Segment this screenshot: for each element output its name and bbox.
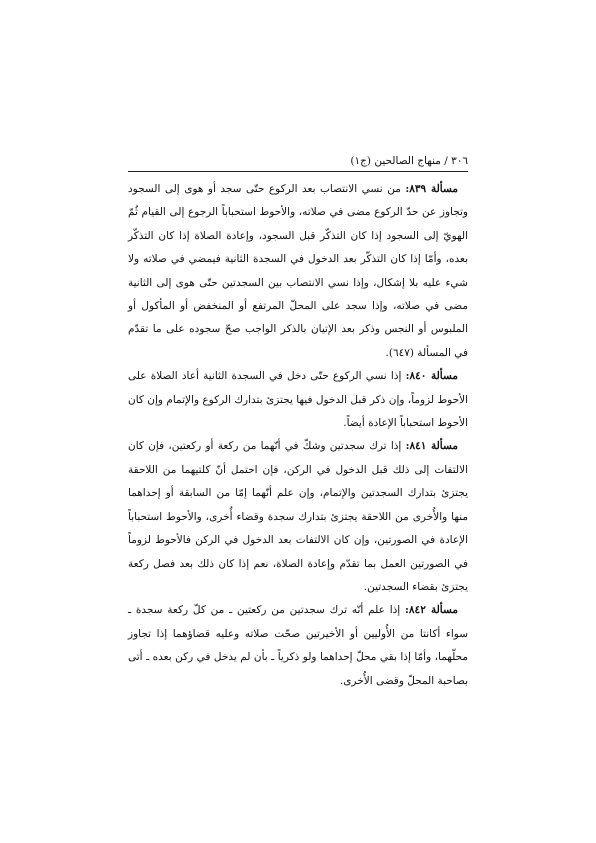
issue-text: من نسي الانتصاب بعد الركوع حتّى سجد أو هوى إلى السجود وتجاوز عن حدّ الركوع مضى في صلاته، والأحوط استحباباً الرجوع إلى القيام ثُمّ الهويّ إلى السجود إذا كان التذكّر قبل السجود، وإعادة الصلاة إذا كان التذكّر بعده، وأمّا إذا كان التذكّر بعد الدخول في السجدة الثانية فيمضي في صلاته ولا شيء عليه بلا إشكال، وإذا نسي الانتصاب بين السجدتين حتّى هوى إلى الثانية مضى في صلاته، وإذا سجد على المحلّ المرتفع أو المنخفض أو المأكول أو الملبوس أو النجس وذكر بعد الإتيان بالذكر الواجب صحّ سجوده على ما تقدّم في المسألة (٦٤٧).: [128, 183, 468, 359]
paragraph-841: [128, 435, 468, 599]
issue-label: مسألة ٨٤٢:: [405, 604, 458, 617]
paragraph-840: [128, 365, 468, 435]
header-text: ٣٠٦ / منهاج الصالحين (ج١): [350, 155, 468, 167]
issue-text: إذا نسي الركوع حتّى دخل في السجدة الثانية أعاد الصلاة على الأحوط لزوماً، وإن ذكر قبل الدخول فيها يجتزئ بتدارك الركوع والإتمام وإن كان الأحوط استحباباً الإعادة أيضاً.: [128, 370, 468, 430]
issue-label: مسألة ٨٤٠:: [405, 370, 458, 383]
issue-label: مسألة ٨٣٩:: [405, 183, 458, 195]
issue-label: مسألة ٨٤١:: [405, 440, 458, 453]
issue-text: إذا علم أنّه ترك سجدتين من ركعتين ـ من كلّ ركعة سجدة ـ سواء أكانتا من الأُوليين أو الأخيرتين صحّت صلاته وعليه قضاؤهما إذا تجاوز محلّهما، وأمّا إذا بقي محلّ إحداهما ولو ذكرياً ـ بأن لم يدخل في ركن بعده ـ أتى بصاحبة المحلّ وقضى الأُخرى.: [128, 604, 468, 687]
issue-text: إذا ترك سجدتين وشكّ في أنّهما من ركعة أو ركعتين، فإن كان الالتفات إلى ذلك قبل الدخول في الركن، فإن احتمل أنّ كلتيهما من اللاحقة يجتزئ بتدارك السجدتين والإتمام، وإن علم أنّهما إمّا من السابقة أو إحداهما منها والأُخرى من اللاحقة يجتزئ بتدارك سجدة وقضاء أُخرى، والأحوط استحباباً الإعادة في الصورتين، وإن كان الالتفات بعد الدخول في الركن فالأحوط لزوماً في الصورتين العمل بما تقدّم وإعادة الصلاة، نعم إذا كان ذلك بعد فصل ركعة يجتزئ بقضاء السجدتين.: [128, 440, 468, 593]
paragraph-839: [128, 178, 468, 365]
header-divider: [128, 171, 468, 172]
paragraph-842: [128, 599, 468, 693]
running-header: [128, 152, 468, 170]
body-text: [128, 178, 468, 693]
